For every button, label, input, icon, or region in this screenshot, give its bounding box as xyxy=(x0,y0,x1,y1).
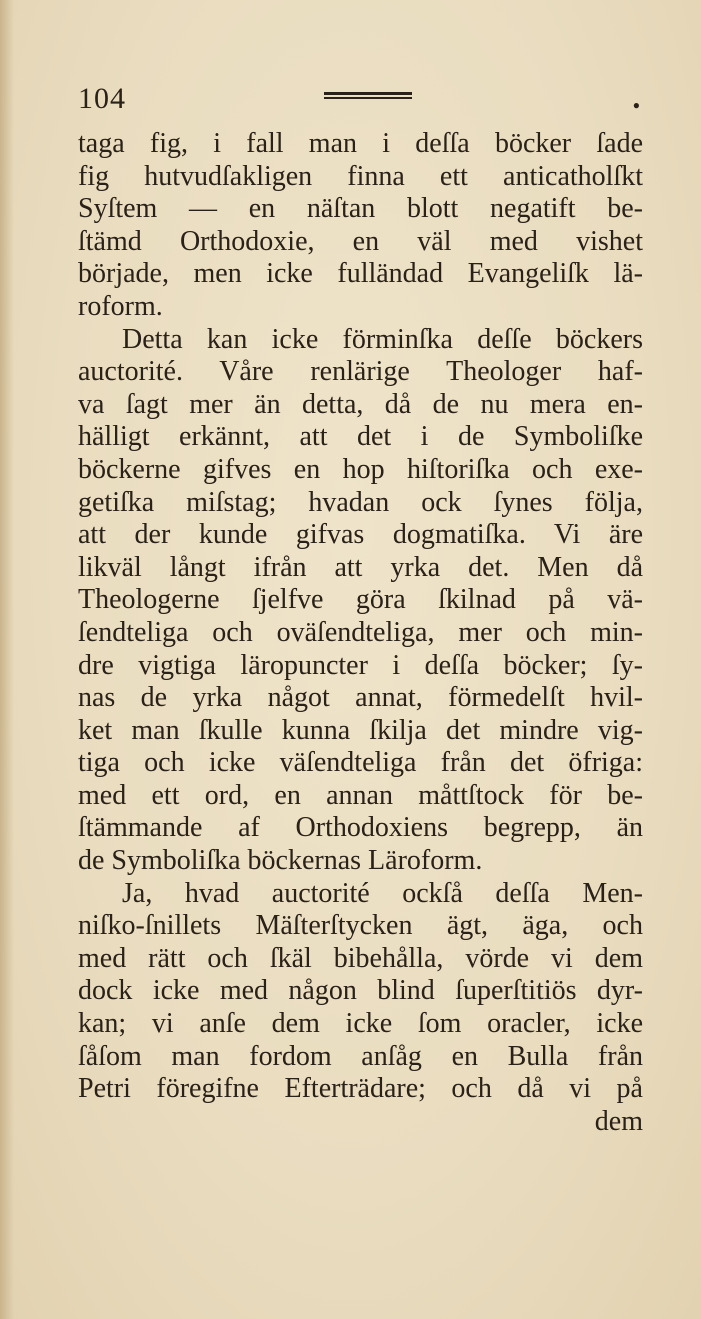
text-line-5: började, men icke fulländad Evangeliſk lä- xyxy=(78,258,643,290)
text-line-2: fig hutvudſakligen finna ett anticatholſkt xyxy=(78,160,643,192)
header-dot-mark: ● xyxy=(632,98,640,112)
text-line-29: ſåſom man fordom anſåg en Bulla från xyxy=(78,1040,643,1072)
text-line-28: kan; vi anſe dem icke ſom oracler, icke xyxy=(78,1008,643,1040)
page-number: 104 xyxy=(78,82,126,115)
text-line-1: taga fig, i fall man i deſſa böcker ſade xyxy=(78,128,643,159)
text-line-18: nas de yrka något annat, förmedelſt hvil- xyxy=(78,682,643,714)
text-line-27: dock icke med någon blind ſuperſtitiös dyr- xyxy=(78,975,643,1007)
text-line-6: roform. xyxy=(78,290,163,322)
text-line-7: Detta kan icke förminſka deſſe böckers xyxy=(122,323,643,355)
text-line-3: Syſtem — en näſtan blott negatift be- xyxy=(78,193,643,225)
body-text xyxy=(78,128,643,1138)
text-line-15: Theologerne ſjelfve göra ſkilnad på vä- xyxy=(78,584,643,616)
text-line-12: getiſka miſstag; hvadan ock ſynes följa, xyxy=(78,486,643,518)
text-line-14: likväl långt ifrån att yrka det. Men då xyxy=(78,551,643,583)
text-line-8: auctorité. Våre renlärige Theologer haf- xyxy=(78,356,643,388)
text-line-10: hälligt erkännt, att det i de Symboliſke xyxy=(78,421,643,453)
header-rule-ornament xyxy=(324,92,412,102)
text-line-21: med ett ord, en annan måttſtock för be- xyxy=(78,779,643,811)
text-line-9: va ſagt mer än detta, då de nu mera en- xyxy=(78,388,643,420)
text-line-20: tiga och icke väſendteliga från det öfriga: xyxy=(78,747,643,779)
text-line-30: Petri föregifne Efterträdare; och då vi på xyxy=(78,1073,643,1105)
text-line-25: niſko-ſnillets Mäſterſtycken ägt, äga, och xyxy=(78,910,643,942)
text-line-11: böckerne gifves en hop hiſtoriſka och exe- xyxy=(78,453,643,485)
text-line-13: att der kunde gifvas dogmatiſka. Vi äre xyxy=(78,519,643,551)
text-line-23: de Symboliſka böckernas Läroform. xyxy=(78,845,483,877)
text-line-4: ſtämd Orthodoxie, en väl med vishet xyxy=(78,225,643,257)
text-line-16: ſendteliga och oväſendteliga, mer och min- xyxy=(78,616,643,648)
page-header xyxy=(78,78,678,118)
text-line-26: med rätt och ſkäl bibehålla, vörde vi dem xyxy=(78,942,643,974)
text-line-22: ſtämmande af Orthodoxiens begrepp, än xyxy=(78,812,643,844)
text-line-19: ket man ſkulle kunna ſkilja det mindre vig- xyxy=(78,714,643,746)
text-line-17: dre vigtiga läropuncter i deſſa böcker; ſy- xyxy=(78,649,643,681)
catchword: dem xyxy=(594,1105,643,1137)
text-line-24: Ja, hvad auctorité ockſå deſſa Men- xyxy=(122,877,643,909)
page-edge-shadow xyxy=(0,0,14,1319)
